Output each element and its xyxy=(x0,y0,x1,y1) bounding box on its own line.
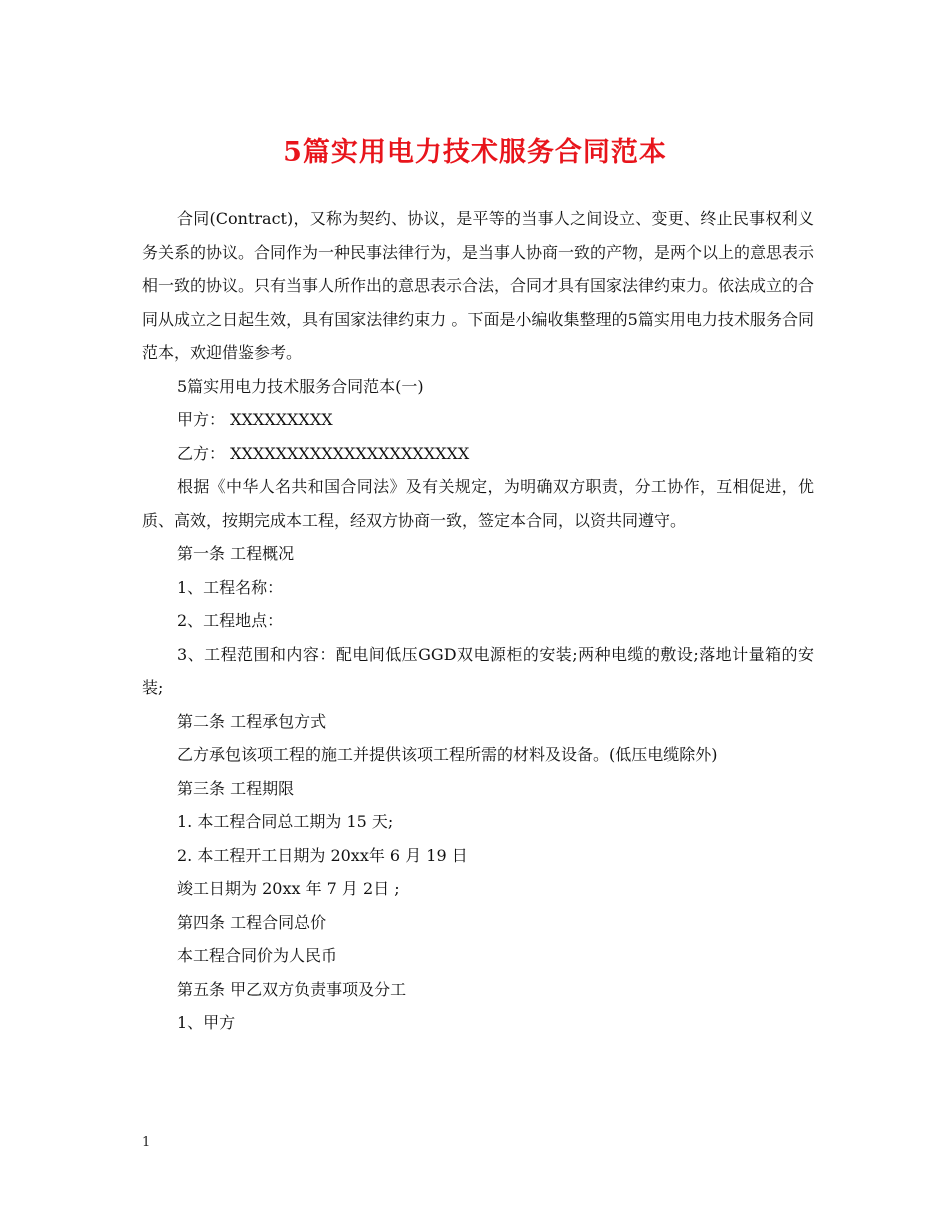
party-b-line: 乙方： XXXXXXXXXXXXXXXXXXXXX xyxy=(177,443,470,463)
section-heading: 5篇实用电力技术服务合同范本(一) xyxy=(177,376,424,396)
page-number: 1 xyxy=(142,1135,151,1150)
article-5-heading: 第五条 甲乙双方负责事项及分工 xyxy=(177,979,407,999)
article-2-text: 乙方承包该项工程的施工并提供该项工程所需的材料及设备。(低压电缆除外) xyxy=(177,745,718,764)
article-5-item-1: 1、甲方 xyxy=(177,1013,236,1032)
document-title: 5篇实用电力技术服务合同范本 xyxy=(283,137,667,168)
article-1-heading: 第一条 工程概况 xyxy=(177,544,295,563)
preamble-paragraph: 根据《中华人名共和国合同法》及有关规定，为明确双方职责，分工协作，互相促进，优质、高效，按期完成本工程，经双方协商一致，签定本合同，以资共同遵守。 xyxy=(142,477,814,530)
article-1-item-3: 3、工程范围和内容：配电间低压GGD双电源柜的安装;两种电缆的敷设;落地计量箱的安装; xyxy=(142,644,814,697)
article-1-item-2: 2、工程地点： xyxy=(177,611,284,630)
article-3-completion: 竣工日期为 20xx 年 7 月 2日 ; xyxy=(177,879,400,898)
article-2-heading: 第二条 工程承包方式 xyxy=(177,711,327,731)
party-a-line: 甲方： XXXXXXXXX xyxy=(177,410,333,429)
intro-paragraph: 合同(Contract)，又称为契约、协议，是平等的当事人之间设立、变更、终止民事权利义务关系的协议。合同作为一种民事法律行为，是当事人协商一致的产物，是两个以上的意思表示相一致的协议。只有当事人所作出的意思表示合法，合同才具有国家法律约束力。依法成立的合同从成立之日起生效，具有国家法律约束力 。下面是小编收集整理的5篇实用电力技术服务合同范本，欢迎借鉴参考。 xyxy=(142,209,815,362)
article-4-heading: 第四条 工程合同总价 xyxy=(177,912,327,932)
article-3-item-2: 2. 本工程开工日期为 20xx年 6 月 19 日 xyxy=(177,845,468,865)
article-3-item-1: 1. 本工程合同总工期为 15 天; xyxy=(177,812,394,831)
article-3-heading: 第三条 工程期限 xyxy=(177,778,295,798)
article-4-text: 本工程合同价为人民币 xyxy=(177,946,338,965)
article-1-item-1: 1、工程名称： xyxy=(177,577,284,597)
document-body xyxy=(142,202,814,1040)
